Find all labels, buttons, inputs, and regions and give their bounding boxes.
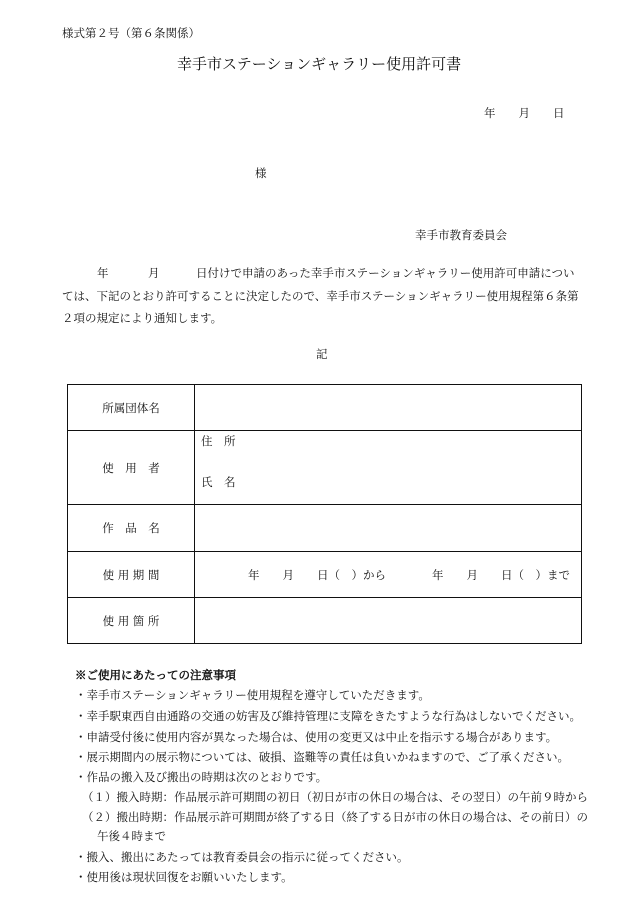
- row-period: [68, 552, 582, 598]
- user-label: 使 用 者: [68, 431, 195, 505]
- user-value: [195, 431, 582, 505]
- note-item: ・作品の搬入及び搬出の時期は次のとおりです。: [75, 770, 328, 784]
- organization-label: 所属団体名: [68, 385, 195, 431]
- body-month: 月: [148, 266, 160, 280]
- work-title-value: [195, 505, 582, 552]
- location-label: 使用箇所: [102, 613, 163, 628]
- address-label: 住 所: [201, 434, 236, 448]
- row-organization: [68, 385, 582, 431]
- note-schedule-item: （１）搬入時期：作品展示許可期間の初日（初日が市の休日の場合は、その翌日）の午前９時から: [82, 790, 588, 804]
- location-value: [195, 598, 582, 644]
- issue-date: 年 月 日: [484, 106, 565, 120]
- note-item: ・展示期間内の展示物については、破損、盗難等の責任は負いかねますので、ご了承ください。: [75, 750, 570, 764]
- note-item: ・幸手市ステーションギャラリー使用規程を遵守していただきます。: [75, 688, 430, 702]
- row-user: [68, 431, 582, 505]
- row-work-title: [68, 505, 582, 552]
- addressee-suffix: 様: [255, 166, 267, 180]
- notes-heading: ※ご使用にあたっての注意事項: [75, 668, 236, 682]
- period-label-cell: [68, 552, 195, 598]
- period-label: 使用期間: [102, 567, 163, 582]
- location-label-cell: [68, 598, 195, 644]
- organization-value: [195, 385, 582, 431]
- form-number: 様式第２号（第６条関係）: [62, 26, 200, 40]
- work-title-label: 作 品 名: [68, 505, 195, 552]
- period-value: 年 月 日（ ）から 年 月 日（ ）まで: [248, 568, 570, 582]
- body-year: 年: [97, 266, 109, 280]
- ki-heading: 記: [316, 347, 328, 361]
- body-line-1: 日付けで申請のあった幸手市ステーションギャラリー使用許可申請につい: [196, 266, 575, 280]
- row-location: [68, 598, 582, 644]
- name-label: 氏 名: [201, 475, 236, 489]
- permit-table: [67, 384, 582, 644]
- note-item: ・搬入、搬出にあたっては教育委員会の指示に従ってください。: [75, 850, 409, 864]
- note-schedule-item: （２）搬出時期：作品展示許可期間が終了する日（終了する日が市の休日の場合は、その前日）の: [82, 810, 588, 824]
- period-value-cell: [195, 552, 582, 598]
- body-line-2: ては、下記のとおり許可することに決定したので、幸手市ステーションギャラリー使用規程第６条第: [62, 289, 579, 303]
- note-item: ・使用後は現状回復をお願いいたします。: [75, 870, 293, 884]
- note-item: ・申請受付後に使用内容が異なった場合は、使用の変更又は中止を指示する場合があります。: [75, 730, 558, 744]
- body-line-3: ２項の規定により通知します。: [62, 311, 223, 325]
- note-schedule-continuation: 午後４時まで: [97, 829, 166, 843]
- note-item: ・幸手駅東西自由通路の交通の妨害及び維持管理に支障をきたすような行為はしないでください。: [75, 709, 581, 723]
- document-title: 幸手市ステーションギャラリー使用許可書: [177, 55, 462, 73]
- issuer: 幸手市教育委員会: [415, 228, 507, 242]
